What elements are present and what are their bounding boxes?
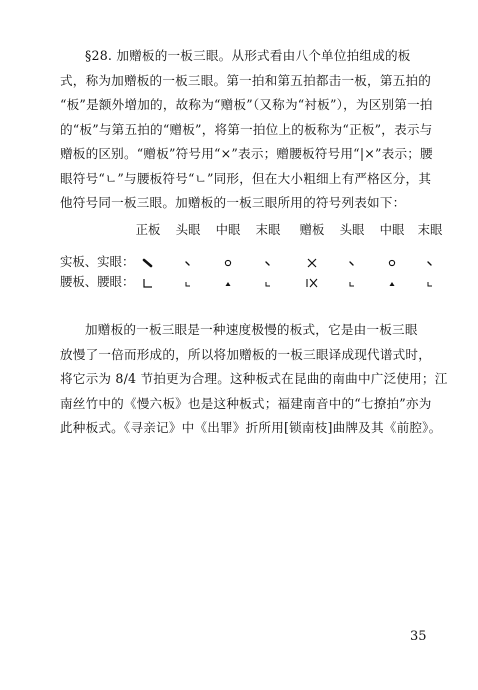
light-tick-icon	[423, 256, 437, 270]
text-line: “板”是额外增加的，故称为“赠板”（又称为“衬板”），为区别第一拍	[60, 97, 433, 112]
text-line: 眼符号“ㄴ”与腰板符号“ㄴ”同形，但在大小粗细上有严格区分，其	[60, 170, 432, 186]
light-tick-icon	[181, 256, 195, 270]
row-label-shiban: 实板、实眼：	[60, 254, 135, 269]
text-line: 将它示为 8/4 节拍更为合理。这种板式在昆曲的南曲中广泛使用；江	[60, 371, 448, 386]
header-zhongyan: 中眼	[215, 222, 241, 237]
symbol-row-shiban	[60, 252, 442, 272]
text-line: 他符号同一板三眼。加赠板的一板三眼所用的符号列表如下：	[60, 195, 406, 210]
paragraph-section-28	[60, 44, 442, 216]
text-line: 放慢了一倍而形成的，所以将加赠板的一板三眼译成现代谱式时，	[60, 346, 432, 362]
header-zengban: 赠板	[299, 222, 325, 237]
header-touyan-2: 头眼	[339, 222, 365, 237]
corner-small-icon	[423, 276, 437, 290]
corner-small-icon	[261, 276, 275, 290]
cross-icon	[305, 256, 319, 270]
header-moyan-2: 末眼	[417, 222, 443, 237]
circle-icon	[385, 256, 399, 270]
header-zhongyan-2: 中眼	[379, 222, 405, 237]
header-touyan: 头眼	[175, 222, 201, 237]
paragraph-usage	[60, 318, 448, 441]
corner-large-icon	[141, 276, 155, 290]
text-line: §28. 加赠板的一板三眼。从形式看由八个单位拍组成的板	[85, 48, 411, 63]
symbol-row-yaoban	[60, 272, 442, 292]
header-moyan: 末眼	[255, 222, 281, 237]
text-line: 加赠板的一板三眼是一种速度极慢的板式，它是由一板三眼	[85, 322, 418, 337]
triangle-icon	[385, 276, 399, 290]
circle-icon	[221, 256, 235, 270]
text-line: 赠板的区别。“赠板”符号用“×”表示；赠腰板符号用“|×”表示；腰	[60, 146, 433, 161]
heavy-tick-icon	[141, 256, 155, 270]
row-label-yaoban: 腰板、腰眼：	[60, 274, 135, 289]
triangle-icon	[221, 276, 235, 290]
page-number: 35	[410, 629, 427, 644]
text-line: 此种板式。《寻亲记》中《出罪》折所用[锁南枝]曲牌及其《前腔》。	[60, 420, 442, 435]
text-line: 的“板”与第五拍的“赠板”，将第一拍位上的板称为“正板”，表示与	[60, 121, 433, 137]
light-tick-icon	[345, 256, 359, 270]
corner-small-icon	[181, 276, 195, 290]
text-line: 式，称为加赠板的一板三眼。第一拍和第五拍都击一板，第五拍的	[60, 72, 432, 88]
light-tick-icon	[261, 256, 275, 270]
corner-small-icon	[345, 276, 359, 290]
text-line: 南丝竹中的《慢六板》也是这种板式；福建南音中的“七撩拍”亦为	[60, 395, 432, 411]
bar-cross-icon	[305, 276, 319, 290]
header-zhengban: 正板	[135, 222, 161, 237]
symbol-table-header	[60, 220, 442, 240]
